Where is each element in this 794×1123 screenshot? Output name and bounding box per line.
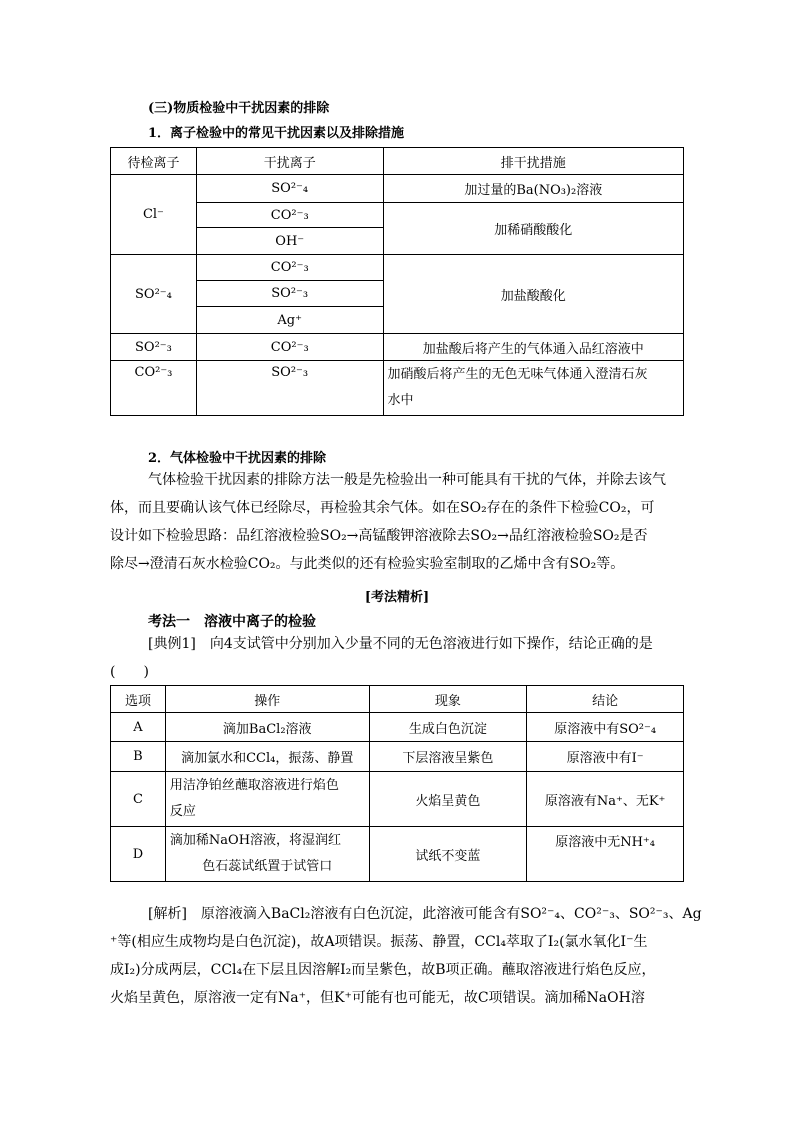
table-cell: B <box>111 742 166 772</box>
section-title: (三)物质检验中干扰因素的排除 <box>148 101 330 116</box>
para-line: 火焰呈黄色，原溶液一定有Na⁺，但K⁺可能有也可能无，故C项错误。滴加稀NaOH溶 <box>110 990 645 1006</box>
table-cell: SO²⁻₄ <box>111 255 197 334</box>
table-header: 干扰离子 <box>196 148 383 175</box>
cell-line: 反应 <box>169 804 196 819</box>
table-cell: SO²⁻₃ <box>196 361 383 416</box>
cell-line: 用洁净铂丝蘸取溶液进行焰色 <box>169 778 339 793</box>
cell-line: 加硝酸后将产生的无色无味气体通入澄清石灰 <box>387 367 648 382</box>
table-cell: 原溶液中有SO²⁻₄ <box>527 713 684 742</box>
para-line: 成I₂)分成两层，CCl₄在下层且因溶解I₂而呈紫色，故B项正确。蘸取溶液进行焰色反应， <box>110 962 656 978</box>
ion-interference-table <box>110 147 684 416</box>
table-cell <box>165 827 369 882</box>
table-cell: SO²⁻₄ <box>196 175 383 203</box>
table-cell: 试纸不变蓝 <box>369 827 527 882</box>
table-header: 排干扰措施 <box>383 148 683 175</box>
table-cell: 火焰呈黄色 <box>369 772 527 827</box>
table-header: 结论 <box>527 686 684 713</box>
table-cell: C <box>111 772 166 827</box>
table-cell: 加盐酸酸化 <box>383 255 683 334</box>
para-line: 体，而且要确认该气体已经除尽，再检验其余气体。如在SO₂存在的条件下检验CO₂，可 <box>110 500 655 516</box>
table-cell: 加过量的Ba(NO₃)₂溶液 <box>383 175 683 203</box>
table-cell: 加稀硝酸酸化 <box>383 203 683 255</box>
table-cell: 原溶液中无NH⁺₄ <box>527 827 684 882</box>
options-table <box>110 685 684 882</box>
table-cell: 生成白色沉淀 <box>369 713 527 742</box>
table-cell: 下层溶液呈紫色 <box>369 742 527 772</box>
table-cell: Cl⁻ <box>111 175 197 255</box>
table-header: 选项 <box>111 686 166 713</box>
table-cell: CO²⁻₃ <box>196 203 383 228</box>
analysis-paragraph <box>110 900 702 1012</box>
table-cell: SO²⁻₃ <box>111 334 197 361</box>
paragraph-gas <box>110 466 666 578</box>
cell-line: 水中 <box>387 393 414 408</box>
table-cell: CO²⁻₃ <box>111 361 197 416</box>
para-line: 设计如下检验思路：品红溶液检验SO₂→高锰酸钾溶液除去SO₂→品红溶液检验SO₂是否 <box>110 528 648 544</box>
table-cell <box>383 361 683 416</box>
table-cell: 加盐酸后将产生的气体通入品红溶液中 <box>383 334 683 361</box>
para-line: 除尽→澄清石灰水检验CO₂。与此类似的还有检验实验室制取的乙烯中含有SO₂等。 <box>110 556 625 572</box>
table-cell: CO²⁻₃ <box>196 255 383 281</box>
table-cell: D <box>111 827 166 882</box>
para-line: [解析] 原溶液滴入BaCl₂溶液有白色沉淀，此溶液可能含有SO²⁻₄、CO²⁻₃、SO²⁻₃、Ag <box>148 906 702 922</box>
kaofa-title: 考法一 溶液中离子的检验 <box>148 614 316 630</box>
table-cell: 滴加氯水和CCl₄，振荡、静置 <box>165 742 369 772</box>
example-question <box>110 630 653 686</box>
table-cell: 原溶液有Na⁺、无K⁺ <box>527 772 684 827</box>
kaofa-header: [考法精析] <box>364 590 430 605</box>
table-header: 待检离子 <box>111 148 197 175</box>
table-header: 操作 <box>165 686 369 713</box>
table-cell: SO²⁻₃ <box>196 281 383 307</box>
table-cell: CO²⁻₃ <box>196 334 383 361</box>
table-cell: 原溶液中有I⁻ <box>527 742 684 772</box>
table-cell <box>165 772 369 827</box>
table-cell: OH⁻ <box>196 228 383 255</box>
table-header: 现象 <box>369 686 527 713</box>
para-line: ⁺等(相应生成物均是白色沉淀)，故A项错误。振荡、静置，CCl₄萃取了I₂(氯水氧化I⁻生 <box>110 934 648 950</box>
subsection-title-2: 2．气体检验中干扰因素的排除 <box>148 451 327 466</box>
table-cell: 滴加BaCl₂溶液 <box>165 713 369 742</box>
table-cell: A <box>111 713 166 742</box>
para-line: ( ) <box>110 664 149 680</box>
subsection-title-1: 1．离子检验中的常见干扰因素以及排除措施 <box>148 126 405 141</box>
cell-line: 色石蕊试纸置于试管口 <box>202 859 333 874</box>
para-line: 气体检验干扰因素的排除方法一般是先检验出一种可能具有干扰的气体，并除去该气 <box>148 472 666 488</box>
cell-line: 滴加稀NaOH溶液，将湿润红 <box>169 833 342 848</box>
para-line: [典例1] 向4支试管中分别加入少量不同的无色溶液进行如下操作，结论正确的是 <box>148 636 653 652</box>
table-cell: Ag⁺ <box>196 307 383 334</box>
